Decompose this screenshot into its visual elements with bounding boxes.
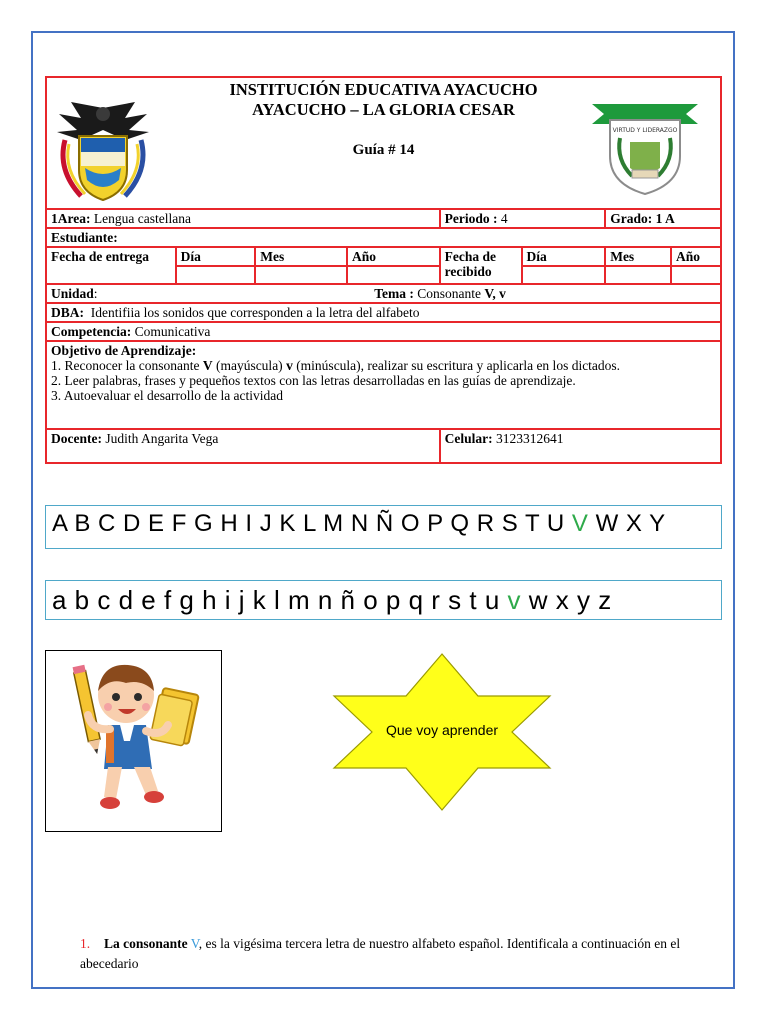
entrega-mes-label: Mes <box>255 247 347 266</box>
institution-location: AYACUCHO – LA GLORIA CESAR <box>252 100 515 119</box>
student-illustration <box>45 650 222 832</box>
instruction-letter: V <box>190 936 199 951</box>
recibido-mes-field <box>605 266 671 284</box>
area-cell: 1Area: Lengua castellana <box>46 209 440 228</box>
estudiante-cell: Estudiante: <box>46 228 721 247</box>
fecha-entrega-label: Fecha de entrega <box>46 247 176 284</box>
instruction-bold: La consonante <box>104 936 188 951</box>
uppercase-alphabet: A B C D E F G H I J K L M N Ñ O P Q R S T U V W X Y <box>45 505 722 549</box>
entrega-anio-field <box>347 266 440 284</box>
guide-header-table <box>45 76 722 464</box>
recibido-dia-field <box>522 266 606 284</box>
recibido-anio-label: Año <box>671 247 721 266</box>
entrega-mes-field <box>255 266 347 284</box>
title-cell <box>46 77 721 209</box>
dba-cell: DBA: Identifiia los sonidos que corresponden a la letra del alfabeto <box>46 303 721 322</box>
instruction-1 <box>80 934 720 974</box>
objetivo-cell <box>46 341 721 429</box>
lowercase-alphabet: a b c d e f g h i j k l m n ñ o p q r s t u v w x y z <box>45 580 722 620</box>
periodo-cell: Periodo : 4 <box>440 209 606 228</box>
highlight-lowercase-v: v <box>507 585 522 615</box>
colombia-coat-of-arms-icon <box>51 100 155 209</box>
objetivo-item-2: 2. Leer palabras, frases y pequeños textos con las letras desarrolladas en las guías de aprendizaje. <box>51 373 576 388</box>
instruction-number: 1. <box>80 936 91 951</box>
school-motto: VIRTUD Y LIDERAZGO <box>612 127 678 134</box>
unidad-tema-cell: Unidad: Tema : Consonante V, v <box>46 284 721 303</box>
objetivo-item-1: 1. Reconocer la consonante V (mayúscula) v (minúscula), realizar su escritura y aplicarla en los dictados. <box>51 358 621 373</box>
grado-cell: Grado: 1 A <box>605 209 721 228</box>
recibido-dia-label: Día <box>522 247 606 266</box>
highlight-uppercase-v: V <box>571 510 589 537</box>
objetivo-title: Objetivo de Aprendizaje: <box>51 343 197 358</box>
entrega-dia-label: Día <box>176 247 256 266</box>
entrega-dia-field <box>176 266 256 284</box>
fecha-recibido-label: Fecha de recibido <box>440 247 522 284</box>
entrega-anio-label: Año <box>347 247 440 266</box>
recibido-anio-field <box>671 266 721 284</box>
objetivo-item-3: 3. Autoevaluar el desarrollo de la actividad <box>51 388 284 403</box>
docente-cell: Docente: Judith Angarita Vega <box>46 429 440 463</box>
competencia-cell: Competencia: Comunicativa <box>46 322 721 341</box>
school-shield-logo-icon <box>590 98 700 201</box>
guide-number: Guía # 14 <box>352 142 415 158</box>
star-label: Que voy aprender <box>385 722 499 738</box>
institution-name: INSTITUCIÓN EDUCATIVA AYACUCHO <box>229 80 538 99</box>
celular-cell: Celular: 3123312641 <box>440 429 721 463</box>
instruction-text: , es la vigésima tercera letra de nuestro alfabeto español. Identificala a continuación en el abecedario <box>80 936 681 971</box>
recibido-mes-label: Mes <box>605 247 671 266</box>
